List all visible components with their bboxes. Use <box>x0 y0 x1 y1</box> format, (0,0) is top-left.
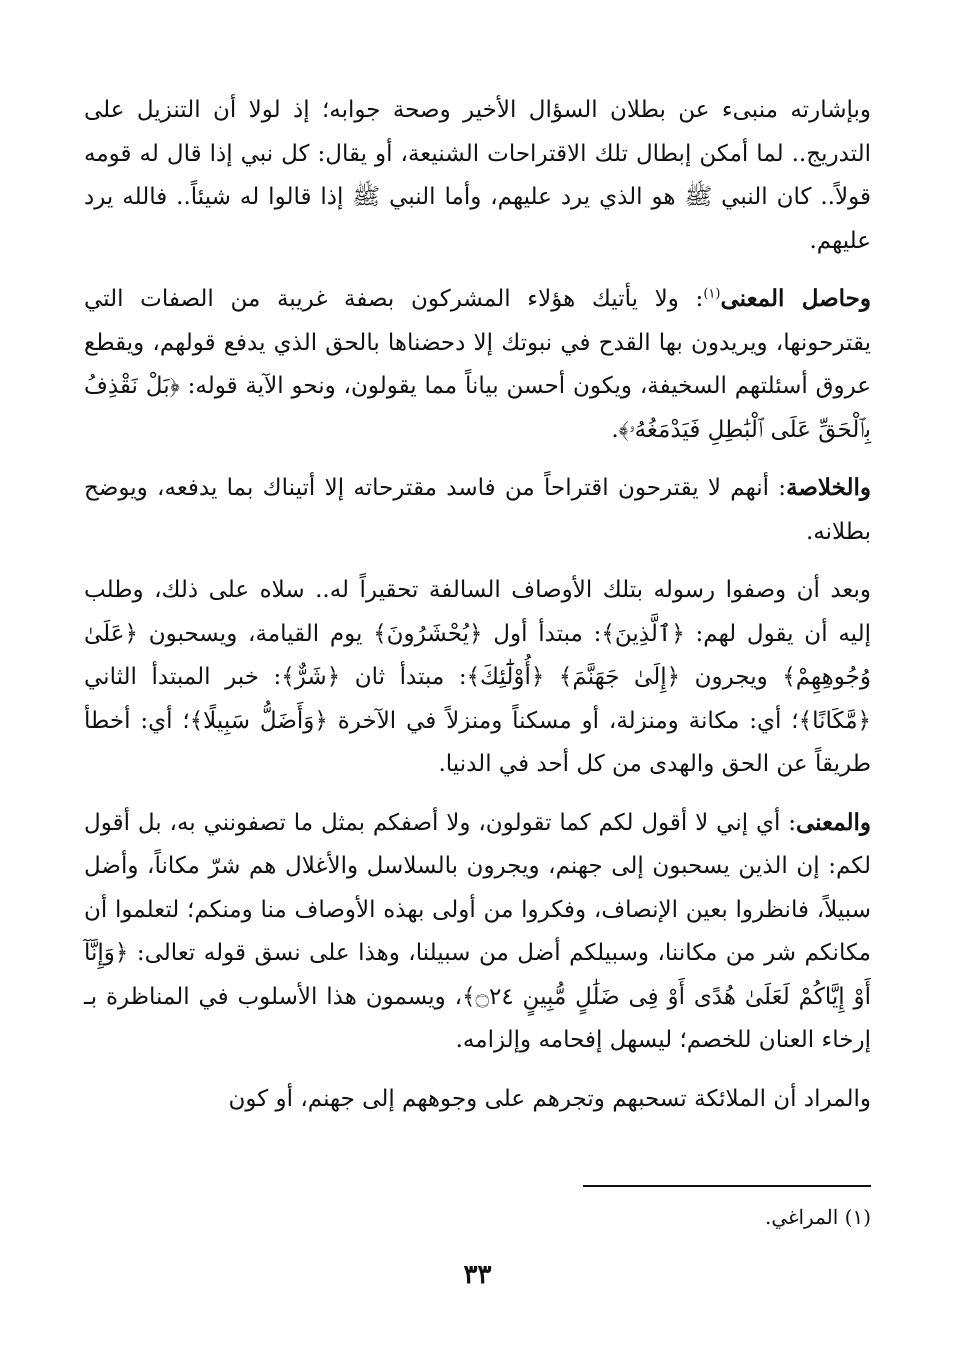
paragraph-1 <box>84 88 871 263</box>
paragraph-text: : أي إني لا أقول لكم كما تقولون، ولا أصفكم بمثل ما تصفونني به، بل أقول لكم: إن الذين يسحبون إلى جهنم، ويجرون بالسلاسل والأغلال هم شرّ مكاناً، وأضل سبيلاً، فانظروا بعين الإنصاف، وفكروا من أولى بهذه الأوصاف منا ومنكم؛ لتعلموا أن مكانكم شر من مكاننا، وسبيلكم أضل من سبيلنا، وهذا على نسق قوله تعالى: ﴿وَإِنَّآ أَوْ إِيَّاكُمْ لَعَلَىٰ هُدًى أَوْ فِى ضَلَٰلٍ مُّبِينٍ ۝٢٤﴾، ويسمون هذا الأسلوب في المناظرة بـ إرخاء العنان للخصم؛ ليسهل إفحامه وإلزامه. <box>84 809 871 1053</box>
paragraph-4 <box>84 568 871 787</box>
paragraph-text: : ولا يأتيك هؤلاء المشركون بصفة غريبة من الصفات التي يقترحونها، ويريدون بها القدح في نبوتك إلا دحضناها بالحق الذي يدفع قولهم، ويقطع عروق أسئلتهم السخيفة، ويكون أحسن بياناً مما يقولون، ونحو الآية قوله: ﴿بَلْ نَقْذِفُ بِٱلْحَقِّ عَلَى ٱلْبَٰطِلِ فَيَدْمَغُهُۥ﴾. <box>84 286 871 443</box>
paragraph-2 <box>84 277 871 452</box>
paragraph-5 <box>84 801 871 1063</box>
paragraph-text: والمراد أن الملائكة تسحبهم وتجرهم على وجوههم إلى جهنم، أو كون <box>228 1085 871 1112</box>
paragraph-text: وبإشارته منبىء عن بطلان السؤال الأخير وصحة جوابه؛ إذ لولا أن التنزيل على التدريج.. لما أمكن إبطال تلك الاقتراحات الشنيعة، أو يقال: كل نبي إذا قال له قومه قولاً.. كان النبي ﷺ هو الذي يرد عليهم، وأما النبي ﷺ إذا قالوا له شيئاً.. فالله يرد عليهم. <box>84 97 871 254</box>
page-body <box>84 88 871 1135</box>
paragraph-lead: والخلاصة <box>786 474 871 501</box>
footnote-marker: (١) <box>703 286 721 302</box>
paragraph-6 <box>84 1077 871 1122</box>
footnote: (١) المراغي. <box>764 1205 871 1229</box>
page-number: ٣٣ <box>463 1260 492 1290</box>
paragraph-text: وبعد أن وصفوا رسوله بتلك الأوصاف السالفة تحقيراً له.. سلاه على ذلك، وطلب إليه أن يقول لهم: ﴿ٱلَّذِينَ﴾: مبتدأ أول ﴿يُحْشَرُونَ﴾ يوم القيامة، ويسحبون ﴿عَلَىٰ وُجُوهِهِمْ﴾ ويجرون ﴿إِلَىٰ جَهَنَّمَ﴾ ﴿أُوْلَٰٓئِكَ﴾: مبتدأ ثان ﴿شَرٌّ﴾: خبر المبتدأ الثاني ﴿مَّكَانًا﴾؛ أي: مكانة ومنزلة، أو مسكناً ومنزلاً في الآخرة ﴿وَأَضَلُّ سَبِيلًا﴾؛ أي: أخطأ طريقاً عن الحق والهدى من كل أحد في الدنيا. <box>84 577 871 777</box>
footnote-separator <box>583 1185 871 1187</box>
paragraph-lead: وحاصل المعنى <box>720 285 871 312</box>
paragraph-text: : أنهم لا يقترحون اقتراحاً من فاسد مقترحاته إلا أتيناك بما يدفعه، ويوضح بطلانه. <box>84 475 871 545</box>
paragraph-3 <box>84 466 871 554</box>
paragraph-lead: والمعنى <box>795 808 871 836</box>
